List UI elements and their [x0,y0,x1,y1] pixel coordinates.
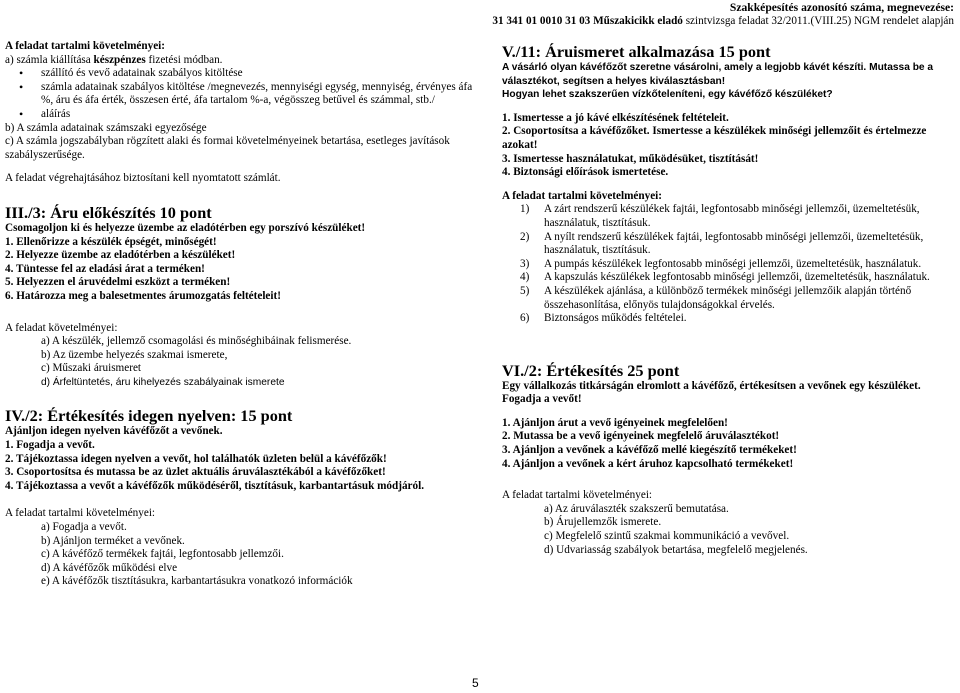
section-4-intro: Ajánljon idegen nyelven kávéfőzőt a vevőnek. [5,425,223,438]
req-a [5,54,475,68]
section-6-req-title: A feladat tartalmi követelményei: [502,489,653,502]
section-5-req: 4) A kapszulás készülékek legfontosabb minőségi jellemzői, üzemeltetésük, használatuk. [520,271,930,284]
section-5-req-title: A feladat tartalmi követelményei: [502,189,663,202]
section-6-req: b) Árujellemzők ismerete. [544,516,662,529]
section-5-req: 1) A zárt rendszerű készülékek fajtái, legfontosabb minőségi jellemzői, üzemeltetésük, használatuk, tisztításuk. [520,203,920,229]
section-3-req: d) Árfeltüntetés, áru kihelyezés szabályainak ismerete [41,376,285,388]
left-column [5,40,475,589]
section-6-req: d) Udvariasság szabályok betartása, megfelelő megjelenés. [544,543,808,556]
section-4-item: 2. Tájékoztassa idegen nyelven a vevőt, hol találhatók üzleten belül a kávéfőzők! [5,452,387,465]
req-a-bullets [5,67,475,121]
section-3-intro: Csomagoljon ki és helyezze üzembe az eladótérben egy porszívó készüléket! [5,221,366,234]
header-qualification: 31 341 01 0010 31 03 Műszakicikk eladó [492,15,683,27]
section-6-item: 1. Ajánljon árut a vevő igényeinek megfelelően! [502,416,728,429]
bullet-item: • aláírás [41,108,475,122]
section-3-item: 4. Tüntesse fel az eladási árat a terméken! [5,262,205,275]
req-a-bold: készpénzes [93,53,146,66]
page-number: 5 [472,676,479,690]
section-5-req: 5) A készülékek ajánlása, a különböző termékek minőségi jellemzőik alapján történő összehasonlítása, előnyös tulajdonságokkal érvelés. [520,284,912,311]
section-3-item: 5. Helyezzen el áruvédelmi eszközt a terméken! [5,276,231,289]
section-6-intro: Egy vállalkozás titkárságán elromlott a kávéfőző, értékesítsen a vevőnek egy készüléket. Fogadja a vevőt! [502,379,921,406]
section-3-req-title: A feladat követelményei: [5,321,118,334]
section-3-title: III./3: Áru előkészítés 10 pont [5,202,212,222]
section-4-req: d) A kávéfőzők működési elve [41,561,178,574]
bullet-item: • szállító és vevő adatainak szabályos kitöltése [41,67,475,81]
header-subtitle [492,15,954,29]
section-4-req: c) A kávéfőző termékek fajtái, legfontosabb jellemzői. [41,548,284,561]
section-5-item: 4. Biztonsági előírások ismertetése. [502,166,669,179]
section-6-req: c) Megfelelő szintű szakmai kommunikáció a vevővel. [544,530,790,543]
header-title: Szakképesítés azonosító száma, megnevezése: [729,1,954,14]
section-4-req: a) Fogadja a vevőt. [41,521,127,534]
req-c: c) A számla jogszabályban rögzített alaki és formai követelményeinek betartása, esetleges javítások szabályszerűsége. [5,135,450,161]
section-5-item: 2. Csoportosítsa a kávéfőzőket. Ismertesse a készülékek minőségi jellemzőit és értelmezze azokat! [502,125,927,151]
section-5-req: 3) A pumpás készülékek legfontosabb minőségi jellemzői, üzemeltetésük, használatuk. [520,257,922,270]
section-6-item: 3. Ajánljon a vevőnek a kávéfőző mellé kiegészítő termékeket! [502,444,797,457]
section-4-req: b) Ajánljon terméket a vevőnek. [41,534,185,547]
req-title: A feladat tartalmi követelményei: [5,40,166,52]
right-column [502,40,952,557]
req-a-pre: a) számla kiállítása [5,53,94,66]
section-5-item: 1. Ismertesse a jó kávé elkészítésének feltételeit. [502,111,729,124]
section-5-title: V./11: Áruismeret alkalmazása 15 pont [502,42,771,61]
section-3-item: 1. Ellenőrizze a készülék épségét, minőségét! [5,235,217,248]
section-3-item: 6. Határozza meg a balesetmentes árumozgatás feltételeit! [5,289,281,302]
section-4-item: 3. Csoportosítsa és mutassa be az üzlet aktuális áruválasztékából a kávéfőzőket! [5,466,386,479]
section-5-intro: A vásárló olyan kávéfőzőt szeretne vásárolni, amely a legjobb kávét készíti. Mutassa be a választékot, segítsen a helyes kiválasztásban! [502,62,934,87]
section-5-item: 3. Ismertesse használatukat, működésüket, tisztítását! [502,152,759,165]
section-4-req: e) A kávéfőzők tisztításukra, karbantartásukra vonatkozó információk [41,575,353,588]
section-3-req: b) Az üzembe helyezés szakmai ismerete, [41,348,228,361]
section-6-req: a) Az áruválaszték szakszerű bemutatása. [544,502,729,515]
req-b: b) A számla adatainak számszaki egyezősége [5,121,207,134]
section-6-title: VI./2: Értékesítés 25 pont [502,360,680,380]
section-3-req: a) A készülék, jellemző csomagolási és minőséghibáinak felismerése. [41,335,352,348]
section-4-item: 4. Tájékoztassa a vevőt a kávéfőzők működéséről, tisztításuk, karbantartásuk módjáról. [5,479,425,492]
section-5-req-list [502,203,952,325]
section-6-item: 4. Ajánljon a vevőnek a kért áruhoz kapcsolható termékeket! [502,457,794,470]
req-a-post: fizetési módban. [145,53,223,66]
section-6-item: 2. Mutassa be a vevő igényeinek megfelelő áruválasztékot! [502,430,780,443]
section-4-item: 1. Fogadja a vevőt. [5,439,95,452]
header-regulation: szintvizsga feladat 32/2011.(VIII.25) NGM rendelet alapján [682,15,954,27]
section-4-req-title: A feladat tartalmi követelményei: [5,507,156,520]
bullet-item: • számla adatainak szabályos kitöltése /megnevezés, mennyiségi egység, mennyiség, érvényes áfa %, áru és áfa érték, összesen érté, áfa tartalom %-a, végösszeg betűvel és számmal, stb./ [41,81,475,108]
req-note: A feladat végrehajtásához biztosítani kell nyomtatott számlát. [5,172,281,185]
section-4-title: IV./2: Értékesítés idegen nyelven: 15 pont [5,406,293,426]
section-3-req: c) Műszaki áruismeret [41,362,142,375]
section-3-item: 2. Helyezze üzembe az eladótérben a készüléket! [5,249,236,262]
section-5-req: 2) A nyílt rendszerű készülékek fajtái, legfontosabb minőségi jellemzői, üzemeltetésük, használatuk, tisztításuk. [520,230,924,257]
section-5-req: 6) Biztonságos működés feltételei. [520,312,687,325]
section-5-question: Hogyan lehet szakszerűen vízkőteleníteni, egy kávéfőző készüléket? [502,89,833,101]
